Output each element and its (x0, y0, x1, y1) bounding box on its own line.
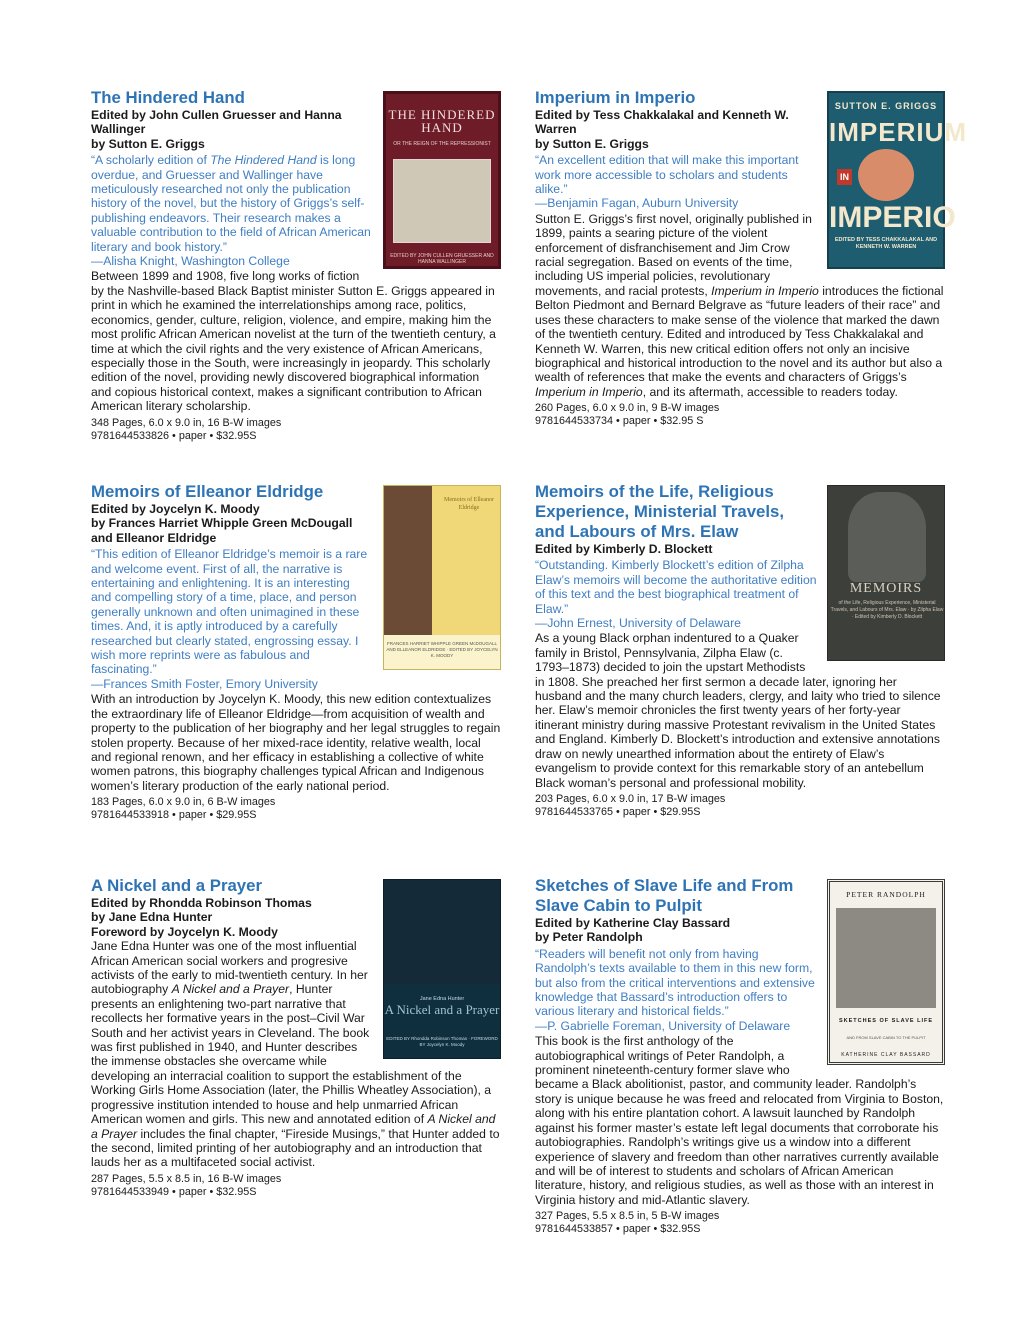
book-cover-elleanor-eldridge (383, 485, 501, 670)
text-run: Sutton E. Griggs’s first novel, originally published in 1899, paints a searing picture of the violent enforcement of disfranchisement and Jim Crow racial segregation. Based on events of the time, including US imperial policies, revolutionary movements, and racial protests, (535, 211, 812, 298)
text-run: introduces the fictional Belton Piedmont and Bernard Belgrave as “future leaders of their race” and uses these characters to make sense of the violence that marked the dawn of the twentieth century. Edited and introduced by Tess Chakkalakal and Kenneth W. Warren, this new critical edition offers not only an incisive biographical and historical introduction to the novel and its author but also a wealth of references that make the events and characters of Griggs’s (535, 283, 944, 385)
book-meta (535, 1210, 945, 1236)
cover-subtitle: OR THE REIGN OF THE REPRESSIONIST (393, 141, 491, 147)
book-specs: 348 Pages, 6.0 x 9.0 in, 16 B-W images (91, 416, 282, 429)
text-run: includes the final chapter, “Fireside Musings,” that Hunter added to the second, limited printing of her autobiography and an introduction that lauds her as a multifaceted social activist. (91, 1126, 500, 1170)
quote-attribution: —Alisha Knight, Washington College (91, 254, 290, 269)
book-entry-nickel-prayer (91, 876, 501, 1199)
cover-word-2: IMPERIO (829, 201, 956, 235)
italic-title-run: A Nickel and a Prayer (171, 982, 290, 997)
cover-author: PETER RANDOLPH (846, 890, 926, 899)
italic-title-run: The Hindered Hand (210, 153, 317, 168)
cover-title: MEMOIRS (849, 581, 923, 596)
text-run: , and its aftermath, accessible to readers today. (642, 384, 898, 399)
cover-title: A Nickel and a Prayer (384, 1002, 500, 1017)
book-meta (91, 796, 501, 822)
book-specs: 327 Pages, 5.5 x 8.5 in, 5 B-W images (535, 1210, 720, 1223)
cover-author: Jane Edna Hunter (419, 996, 465, 1002)
cover-flexed-arm (858, 149, 914, 201)
book-isbn-price: 9781644533857 • paper • $32.95S (535, 1223, 701, 1236)
text-run: “An excellent edition that will make this important work more accessible to scholars and students alike.” (535, 153, 799, 197)
credit-line: by Jane Edna Hunter (91, 910, 213, 925)
text-run: , Hunter presents an enlightening two-part narrative that recollects her formative years in the post–Civil War South and her activist years in Cleveland. The book was first published in 1940, and Hunter describes the immense obstacles she overcame while developing an interracial coalition to support the establishment of the Working Girls Home Association (later, the Phillis Wheatley Association), a progressive institution intended to house and help unmarried African American women and girls. This new and annotated edition of (91, 982, 492, 1127)
cover-portrait (384, 486, 432, 636)
italic-title-run: Imperium in Imperio (535, 384, 643, 399)
book-title: Memoirs of the Life, Religious Experience, Ministerial Travels, and Labours of Mrs. Elaw (535, 482, 785, 541)
book-cover-mrs-elaw (827, 485, 945, 661)
credit-line: Foreword by Joycelyn K. Moody (91, 924, 278, 939)
book-specs: 260 Pages, 6.0 x 9.0 in, 9 B-W images (535, 402, 720, 415)
credit-line: by Sutton E. Griggs (91, 136, 205, 151)
cover-editors: EDITED BY JOHN CULLEN GRUESSER AND HANNA WALLINGER (390, 253, 494, 266)
cover-subtitle: AND FROM SLAVE CABIN TO THE PULPIT (846, 1034, 926, 1040)
quote-attribution: —Frances Smith Foster, Emory University (91, 676, 318, 691)
book-description (91, 692, 501, 793)
cover-portrait (848, 492, 926, 582)
book-cover-sketches-slave-life (827, 879, 945, 1065)
book-entry-hindered-hand (91, 88, 501, 443)
italic-title-run: Imperium in Imperio (711, 283, 819, 298)
text-run: “This edition of Elleanor Eldridge’s memoir is a rare and welcome event. First of all, the narrative is entertaining and enlightening. It is an interesting and compelling story of a time, place, and person generally unknown and often unimagined in these times. And, it is aptly introduced by a carefully researched but clearly stated, engrossing essay. I wish more reprints were as fabulous and fascinating.” (91, 547, 368, 677)
book-entry-sketches-slave-life (535, 876, 945, 1236)
book-isbn-price: 9781644533734 • paper • $32.95 S (535, 415, 704, 428)
cover-title: THE HINDERED HAND (388, 107, 496, 135)
book-isbn-price: 9781644533765 • paper • $29.95S (535, 805, 701, 818)
text-run: Between 1899 and 1908, five long works of fiction by the Nashville-based Black Baptist minister Sutton E. Griggs appeared in print in which he examined the interrelationships among race, politics, economics, gender, culture, religion, violence, and empire, making him the most prolific African American novelist at the turn of the twentieth century, a time at which the civil rights and the very existence of African Americans, especially those in the South, were increasingly in jeopardy. This scholarly edition of the novel, providing newly discovered biographical information and copious historical context, makes a significant contribution to African American literary scholarship. (91, 269, 496, 414)
book-isbn-price: 9781644533826 • paper • $32.95S (91, 429, 257, 442)
book-title: Sketches of Slave Life and From Slave Cabin to Pulpit (535, 876, 794, 915)
text-run: “Readers will benefit not only from having Randolph’s texts available to them in this new form, but also from the critical interventions and extensive knowledge that Bassard’s introduction offers to various literary and historical fields.” (535, 946, 815, 1019)
book-meta (535, 402, 945, 428)
cover-title: Memoirs of Elleanor Eldridge (444, 497, 494, 511)
cover-editors: KATHERINE CLAY BASSARD (841, 1051, 931, 1058)
cover-author: SUTTON E. GRIGGS (834, 101, 938, 111)
cover-subtitle: of the Life, Religious Experience, Ministerial Travels, and Labours of Mrs. Elaw · by Zilpha Elaw · Edited by Kimberly D. Blockett (830, 600, 944, 620)
cover-in: IN (837, 169, 852, 185)
quote-attribution: —Benjamin Fagan, Auburn University (535, 196, 739, 211)
text-run: is long overdue, and Gruesser and Wallinger have meticulously researched not only the publication history of the novel, but the history of Griggs’s self-publishing endeavors. Their research makes a valuable contribution to the field of African American literary and book history.” (91, 153, 371, 254)
book-meta (535, 793, 945, 819)
book-entry-imperium (535, 88, 967, 428)
cover-portrait (836, 908, 936, 1008)
credit-line: Edited by Katherine Clay Bassard (535, 916, 731, 930)
book-title: Imperium in Imperio (535, 88, 696, 107)
credit-line: Edited by Rhondda Robinson Thomas (91, 896, 312, 910)
text-run: “A scholarly edition of (91, 153, 211, 168)
credit-line: Edited by Kimberly D. Blockett (535, 542, 713, 556)
credit-line: by Frances Harriet Whipple Green McDougall and Elleanor Eldridge (91, 516, 353, 545)
book-specs: 183 Pages, 6.0 x 9.0 in, 6 B-W images (91, 796, 276, 809)
book-meta (91, 417, 501, 443)
book-isbn-price: 9781644533918 • paper • $29.95S (91, 809, 257, 822)
italic-title-run: A Nickel and a Prayer (91, 1112, 496, 1141)
quote-attribution: —John Ernest, University of Delaware (535, 616, 741, 631)
credit-line: by Peter Randolph (535, 930, 643, 945)
cover-word-1: IMPERIUM (829, 117, 967, 148)
text-run: “Outstanding. Kimberly Blockett’s edition of Zilpha Elaw’s memoirs will become the authoritative edition of this text and the best biographical treatment of Elaw.” (535, 558, 817, 616)
cover-title: SKETCHES OF SLAVE LIFE (838, 1018, 933, 1025)
book-entry-elleanor-eldridge (91, 482, 501, 822)
text-run: This book is the first anthology of the autobiographical writings of Peter Randolph, a prominent nineteenth-century former slave who became a Black abolitionist, pastor, and community leader. Randolph’s story is unique because he was freed and relocated from Virginia to Boston, along with his entire plantation cohort. A lawsuit launched by Randolph against his former master’s estate left legal documents that corroborate his autobiographies. Randolph’s writings give us a window into a different experience of slavery and freedom than other narratives currently available and will be of interest to students and scholars of African American literature, history, and religious studies, as well as those with an interest in Virginia history and mid-Atlantic slavery. (535, 1034, 944, 1207)
book-cover-hindered-hand (383, 91, 501, 269)
book-isbn-price: 9781644533949 • paper • $32.95S (91, 1185, 257, 1198)
quote-attribution: —P. Gabrielle Foreman, University of Delaware (535, 1018, 791, 1033)
book-title: A Nickel and a Prayer (91, 876, 263, 895)
book-specs: 203 Pages, 6.0 x 9.0 in, 17 B-W images (535, 792, 726, 805)
credit-line: by Sutton E. Griggs (535, 136, 649, 151)
cover-photo (384, 880, 500, 984)
book-title: The Hindered Hand (91, 88, 245, 107)
book-cover-nickel-prayer (383, 879, 501, 1059)
credit-line: Edited by John Cullen Gruesser and Hanna Wallinger (91, 108, 342, 137)
text-run: As a young Black orphan indentured to a Quaker family in Bristol, Pennsylvania, Zilpha Elaw (c. 1793–1873) decided to join the upstart Methodists in 1808. She preached her first sermon a decade later, ignoring her husband and the many church leaders, clergy, and laity who tried to silence her. Elaw’s memoir chronicles the first twenty years of her forty-year itinerant ministry during massive Protestant revivalism in the United States and England. Kimberly D. Blockett’s introduction and extensive annotations draw on newly unearthed information about the entirety of Elaw’s evangelism to provide context for this remarkable story of an antebellum Black woman’s personal and professional mobility. (535, 631, 941, 790)
credit-line: Edited by Tess Chakkalakal and Kenneth W. Warren (535, 108, 789, 137)
credit-line: Edited by Joycelyn K. Moody (91, 502, 260, 516)
book-entry-mrs-elaw (535, 482, 945, 819)
cover-illustration (393, 159, 491, 243)
book-title: Memoirs of Elleanor Eldridge (91, 482, 324, 501)
cover-editors: EDITED BY Rhondda Robinson Thomas · FOREWORD BY Joycelyn K. Moody (386, 1036, 498, 1047)
book-specs: 287 Pages, 5.5 x 8.5 in, 16 B-W images (91, 1172, 282, 1185)
cover-credits: FRANCES HARRIET WHIPPLE GREEN McDOUGALL AND ELLEANOR ELDRIDGE · EDITED BY JOYCELYN K. MOODY (384, 635, 500, 669)
book-cover-imperium (827, 91, 967, 269)
book-meta (91, 1173, 501, 1199)
book-description (91, 269, 501, 413)
cover-editors: EDITED BY TESS CHAKKALAKAL AND KENNETH W. WARREN (834, 237, 938, 251)
text-run: Jane Edna Hunter was one of the most influential African American social workers and progresive activists of the early to mid-twentieth century. In her autobiography (91, 939, 368, 997)
text-run: With an introduction by Joycelyn K. Moody, this new edition contextualizes the extraordinary life of Elleanor Eldridge—from acquisition of wealth and property to the publication of her biography and her legal struggles to regain stolen property. Because of her mixed-race identity, relative wealth, local and regional renown, and her efficacy in establishing a collective of white women patrons, this biography challenges typical African and Indigenous women’s literary production of the early national period. (91, 692, 501, 793)
